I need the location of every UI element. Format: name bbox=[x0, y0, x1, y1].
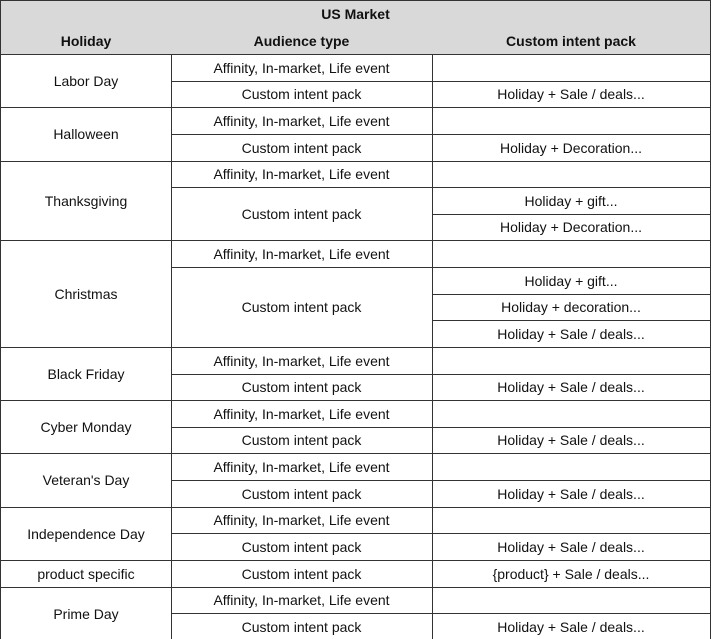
audience-type-cell: Affinity, In-market, Life event bbox=[171, 587, 433, 614]
audience-type-cell: Affinity, In-market, Life event bbox=[171, 347, 433, 375]
intent-pack-cell: Holiday + Sale / deals... bbox=[432, 533, 711, 561]
intent-pack-cell: Holiday + Sale / deals... bbox=[432, 480, 711, 508]
audience-type-cell: Affinity, In-market, Life event bbox=[171, 240, 433, 268]
intent-pack-cell: Holiday + Decoration... bbox=[432, 214, 711, 241]
table-title: US Market bbox=[0, 0, 711, 28]
intent-pack-cell bbox=[432, 161, 711, 188]
intent-pack-cell bbox=[432, 400, 711, 428]
header-holiday: Holiday bbox=[0, 27, 172, 55]
holiday-name-cell: Black Friday bbox=[0, 347, 172, 401]
header-custom-intent-pack: Custom intent pack bbox=[432, 27, 711, 55]
intent-pack-cell: Holiday + Sale / deals... bbox=[432, 613, 711, 639]
intent-pack-cell bbox=[432, 587, 711, 614]
header-audience-type: Audience type bbox=[171, 27, 433, 55]
audience-type-cell: Affinity, In-market, Life event bbox=[171, 453, 433, 481]
intent-pack-cell: Holiday + gift... bbox=[432, 187, 711, 215]
intent-pack-cell: Holiday + Sale / deals... bbox=[432, 81, 711, 108]
holiday-name-cell: Christmas bbox=[0, 240, 172, 348]
holiday-name-cell: Labor Day bbox=[0, 54, 172, 108]
holiday-name-cell: Prime Day bbox=[0, 587, 172, 639]
audience-type-cell: Custom intent pack bbox=[171, 134, 433, 162]
holiday-name-cell: Cyber Monday bbox=[0, 400, 172, 454]
audience-type-cell: Custom intent pack bbox=[171, 427, 433, 454]
holiday-name-cell: Independence Day bbox=[0, 507, 172, 561]
intent-pack-cell: Holiday + decoration... bbox=[432, 294, 711, 321]
intent-pack-cell: Holiday + Decoration... bbox=[432, 134, 711, 162]
intent-pack-cell bbox=[432, 453, 711, 481]
audience-type-cell: Affinity, In-market, Life event bbox=[171, 107, 433, 135]
intent-pack-cell bbox=[432, 347, 711, 375]
audience-type-cell: Custom intent pack bbox=[171, 560, 433, 588]
intent-pack-cell bbox=[432, 107, 711, 135]
audience-type-cell: Custom intent pack bbox=[171, 187, 433, 241]
intent-pack-cell bbox=[432, 507, 711, 534]
audience-type-cell: Affinity, In-market, Life event bbox=[171, 400, 433, 428]
holiday-name-cell: Veteran's Day bbox=[0, 453, 172, 508]
intent-pack-cell: {product} + Sale / deals... bbox=[432, 560, 711, 588]
intent-pack-cell: Holiday + Sale / deals... bbox=[432, 320, 711, 348]
audience-type-cell: Custom intent pack bbox=[171, 533, 433, 561]
intent-pack-cell bbox=[432, 54, 711, 82]
audience-type-cell: Affinity, In-market, Life event bbox=[171, 507, 433, 534]
holiday-name-cell: product specific bbox=[0, 560, 172, 588]
audience-type-cell: Custom intent pack bbox=[171, 81, 433, 108]
audience-type-cell: Affinity, In-market, Life event bbox=[171, 161, 433, 188]
audience-type-cell: Affinity, In-market, Life event bbox=[171, 54, 433, 82]
intent-pack-cell: Holiday + gift... bbox=[432, 267, 711, 295]
audience-type-cell: Custom intent pack bbox=[171, 374, 433, 401]
intent-pack-cell bbox=[432, 240, 711, 268]
audience-type-cell: Custom intent pack bbox=[171, 480, 433, 508]
audience-type-cell: Custom intent pack bbox=[171, 613, 433, 639]
intent-pack-cell: Holiday + Sale / deals... bbox=[432, 427, 711, 454]
holiday-name-cell: Halloween bbox=[0, 107, 172, 162]
holiday-name-cell: Thanksgiving bbox=[0, 161, 172, 241]
audience-type-cell: Custom intent pack bbox=[171, 267, 433, 348]
intent-pack-cell: Holiday + Sale / deals... bbox=[432, 374, 711, 401]
